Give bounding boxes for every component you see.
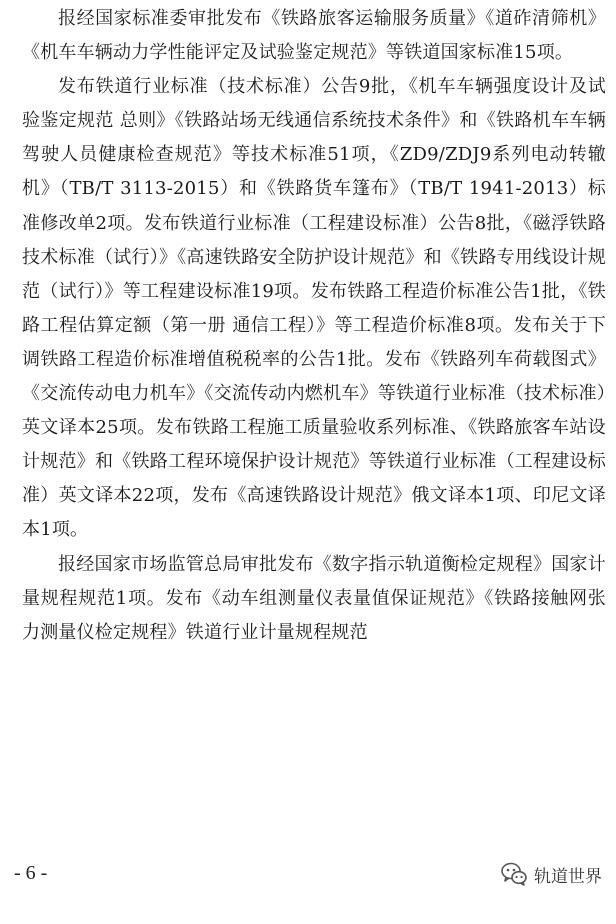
watermark-text: 轨道世界	[534, 866, 602, 887]
page-footer	[0, 858, 616, 898]
wechat-icon	[500, 860, 528, 888]
paragraph-industry-standards: 发布铁道行业标准（技术标准）公告9批，《机车车辆强度设计及试验鉴定规范 总则》《铁路站场无线通信系统技术条件》和《铁路机车车辆驾驶人员健康检查规范》等技术标准51项，《ZD9/ZDJ9系列电动转辙机》（TB/T 3113-2015）和《铁路货车篷布》（TB/T 1941-2013）标准修改单2项。发布铁道行业标准（工程建设标准）公告8批，《磁浮铁路技术标准（试行）》《高速铁路安全防护设计规范》和《铁路专用线设计规范（试行）》等工程建设标准19项。发布铁路工程造价标准公告1批，《铁路工程估算定额（第一册 通信工程）》等工程造价标准8项。发布关于下调铁路工程造价标准增值税税率的公告1批。发布《铁路列车荷载图式》《交流传动电力机车》《交流传动内燃机车》等铁道行业标准（技术标准）英文译本25项。发布铁路工程施工质量验收系列标准、《铁路旅客车站设计规范》和《铁路工程环境保护设计规范》等铁道行业标准（工程建设标准）英文译本22项，发布《高速铁路设计规范》俄文译本1项、印尼文译本1项。	[22, 76, 607, 541]
page-number: - 6 -	[14, 862, 48, 884]
watermark	[500, 860, 602, 888]
body-text	[22, 2, 606, 650]
paragraph-metrology-standards: 报经国家市场监管总局审批发布《数字指示轨道衡检定规程》国家计量规程规范1项。发布《动车组测量仪表量值保证规范》《铁路接触网张力测量仪检定规程》铁道行业计量规程规范	[22, 553, 606, 643]
paragraph-national-standards: 报经国家标准委审批发布《铁路旅客运输服务质量》《道砟清筛机》《机车车辆动力学性能评定及试验鉴定规范》等铁道国家标准15项。	[22, 8, 606, 64]
